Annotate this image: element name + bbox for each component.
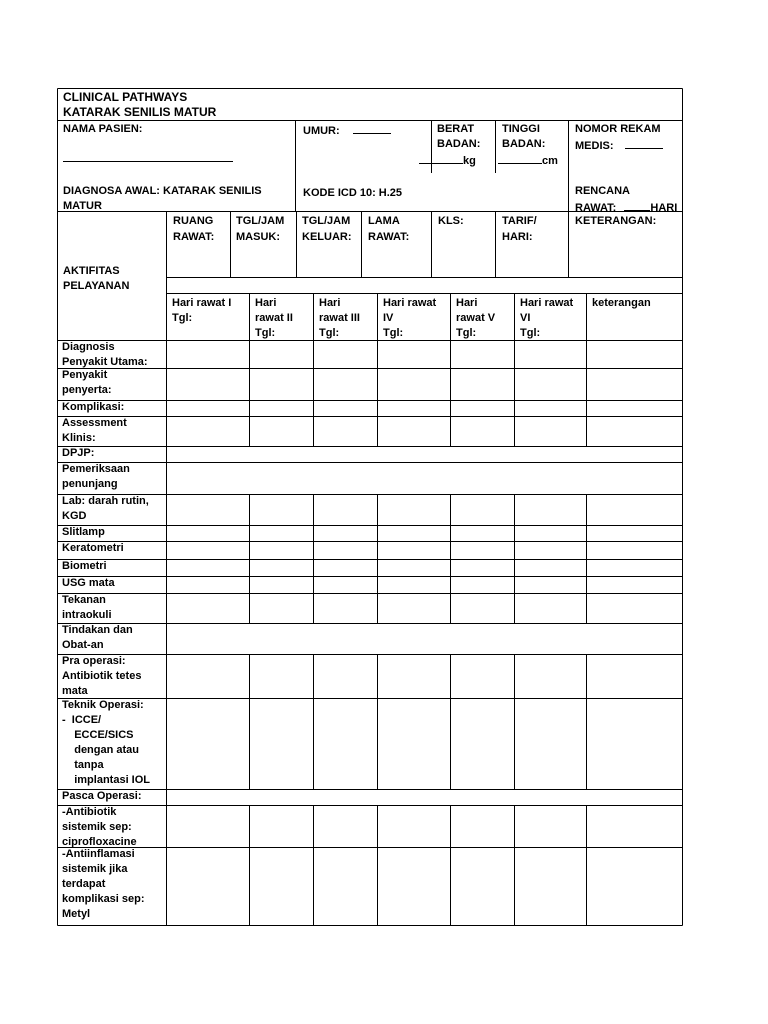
rencana-rawat-1: RENCANA — [575, 185, 630, 197]
row-label-4-line-2: Klinis: — [62, 432, 96, 444]
lama-rawat-2: RAWAT: — [368, 231, 410, 243]
row-label-18-line-5: Metyl — [62, 908, 91, 920]
row-label-1-line-1: Diagnosis — [62, 341, 115, 353]
nomor-rekam-blank[interactable] — [625, 137, 663, 149]
tinggi-unit: cm — [542, 155, 558, 167]
keterangan-header: KETERANGAN: — [575, 215, 657, 227]
day-header-6-line-2: VI — [520, 312, 531, 324]
aktifitas-label-2: PELAYANAN — [63, 280, 130, 292]
nomor-rekam-label-1: NOMOR REKAM — [575, 123, 661, 135]
row-label-15-line-2: - ICCE/ — [62, 714, 102, 726]
row-label-6-line-2: penunjang — [62, 478, 118, 490]
row-label-18-line-2: sistemik jika — [62, 863, 128, 875]
nomor-rekam-label-2 — [575, 137, 663, 154]
row-label-14-line-1: Pra operasi: — [62, 655, 126, 667]
tgl-masuk-2: MASUK: — [236, 231, 280, 243]
umur-blank[interactable] — [353, 122, 391, 134]
day-header-4-line-3: Tgl: — [383, 327, 404, 339]
row-label-3-line-1: Komplikasi: — [62, 401, 125, 413]
diagnosa-awal-2: MATUR — [63, 200, 102, 212]
ruang-rawat-2: RAWAT: — [173, 231, 215, 243]
day-header-2-line-2: rawat II — [255, 312, 293, 324]
row-label-12-line-1: Tekanan — [62, 594, 106, 606]
row-label-14-line-3: mata — [62, 685, 88, 697]
day-header-4-line-2: IV — [383, 312, 394, 324]
row-label-6-line-1: Pemeriksaan — [62, 463, 130, 475]
berat-unit: kg — [463, 155, 476, 167]
row-label-7-line-1: Lab: darah rutin, — [62, 495, 149, 507]
day-header-2-line-1: Hari — [255, 297, 277, 309]
nomor-rekam-text: MEDIS: — [575, 140, 614, 152]
rencana-unit: HARI — [650, 202, 678, 214]
rencana-rawat-blank[interactable] — [624, 199, 650, 211]
day-header-2-line-3: Tgl: — [255, 327, 276, 339]
day-header-3-line-3: Tgl: — [319, 327, 340, 339]
clinical-pathway-form — [57, 88, 683, 926]
row-label-15-line-1: Teknik Operasi: — [62, 699, 144, 711]
row-label-15-line-6: implantasi IOL — [62, 774, 151, 786]
row-label-16-line-1: Pasca Operasi: — [62, 790, 142, 802]
tinggi-badan-label-1: TINGGI — [502, 123, 540, 135]
form-title-line1: CLINICAL PATHWAYS — [63, 90, 188, 104]
row-label-18-line-4: komplikasi sep: — [62, 893, 145, 905]
row-label-10-line-1: Biometri — [62, 560, 107, 572]
form-title-line2: KATARAK SENILIS MATUR — [63, 105, 217, 119]
ruang-rawat-1: RUANG — [173, 215, 214, 227]
nama-pasien-blank[interactable] — [63, 150, 233, 167]
row-label-18-line-1: -Antiinflamasi — [62, 848, 135, 860]
tgl-keluar-2: KELUAR: — [302, 231, 352, 243]
aktifitas-label-1: AKTIFITAS — [63, 265, 120, 277]
day-header-1-line-1: Hari rawat I — [172, 297, 232, 309]
berat-badan-blank[interactable] — [419, 152, 476, 169]
row-label-7-line-2: KGD — [62, 510, 87, 522]
row-label-8-line-1: Slitlamp — [62, 526, 105, 538]
tgl-keluar-1: TGL/JAM — [302, 215, 351, 227]
row-label-2-line-1: Penyakit — [62, 369, 108, 381]
row-label-14-line-2: Antibiotik tetes — [62, 670, 142, 682]
diagnosa-awal-1: DIAGNOSA AWAL: KATARAK SENILIS — [63, 185, 262, 197]
row-label-9-line-1: Keratometri — [62, 542, 124, 554]
row-label-5-line-1: DPJP: — [62, 447, 95, 459]
day-header-4-line-1: Hari rawat — [383, 297, 437, 309]
row-label-17-line-2: sistemik sep: — [62, 821, 132, 833]
row-label-15-line-4: dengan atau — [62, 744, 140, 756]
row-label-15-line-3: ECCE/SICS — [62, 729, 134, 741]
day-header-3-line-1: Hari — [319, 297, 341, 309]
day-header-6-line-1: Hari rawat — [520, 297, 574, 309]
lama-rawat-1: LAMA — [368, 215, 400, 227]
berat-badan-label-2: BADAN: — [437, 138, 481, 150]
row-label-4-line-1: Assessment — [62, 417, 127, 429]
tarif-hari-1: TARIF/ — [502, 215, 537, 227]
row-label-15-line-5: tanpa — [62, 759, 104, 771]
row-label-13-line-2: Obat-an — [62, 639, 104, 651]
day-header-7-line-1: keterangan — [592, 297, 651, 309]
day-header-6-line-3: Tgl: — [520, 327, 541, 339]
tarif-hari-2: HARI: — [502, 231, 533, 243]
umur-label — [303, 122, 391, 139]
day-header-5-line-1: Hari — [456, 297, 478, 309]
berat-badan-label-1: BERAT — [437, 123, 475, 135]
tinggi-badan-label-2: BADAN: — [502, 138, 546, 150]
day-header-1-line-2: Tgl: — [172, 312, 193, 324]
nama-pasien-label: NAMA PASIEN: — [63, 123, 143, 135]
row-label-12-line-2: intraokuli — [62, 609, 112, 621]
tgl-masuk-1: TGL/JAM — [236, 215, 285, 227]
row-label-11-line-1: USG mata — [62, 577, 115, 589]
rencana-rawat-text: RAWAT: — [575, 202, 617, 214]
day-header-5-line-3: Tgl: — [456, 327, 477, 339]
row-label-17-line-3: ciprofloxacine — [62, 836, 137, 848]
day-header-5-line-2: rawat V — [456, 312, 496, 324]
umur-text: UMUR: — [303, 125, 340, 137]
row-label-13-line-1: Tindakan dan — [62, 624, 133, 636]
row-label-2-line-2: penyerta: — [62, 384, 112, 396]
day-header-3-line-2: rawat III — [319, 312, 360, 324]
kode-icd: KODE ICD 10: H.25 — [303, 187, 403, 199]
kls-label: KLS: — [438, 215, 464, 227]
tinggi-badan-blank[interactable] — [498, 152, 558, 169]
row-label-17-line-1: -Antibiotik — [62, 806, 117, 818]
row-label-18-line-3: terdapat — [62, 878, 106, 890]
row-label-1-line-2: Penyakit Utama: — [62, 356, 148, 368]
